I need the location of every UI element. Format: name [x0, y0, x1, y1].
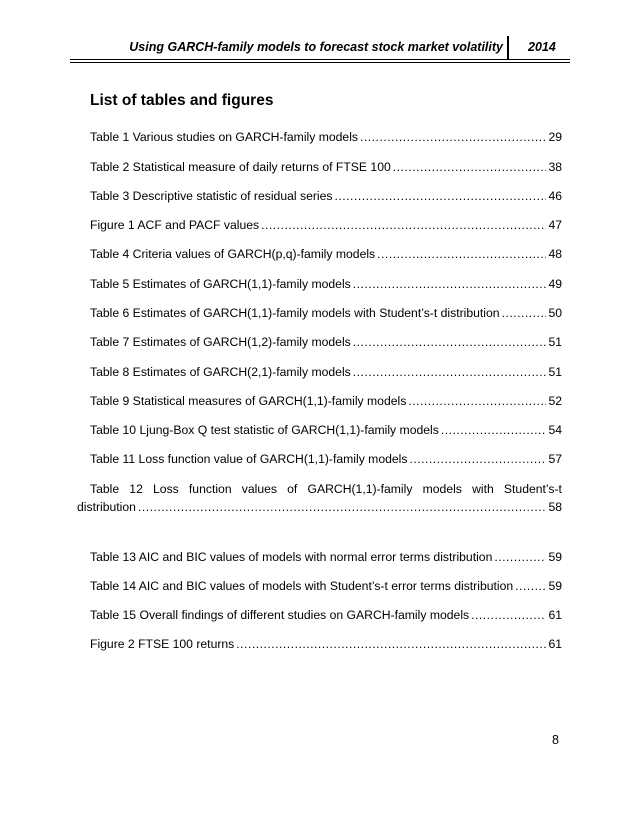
toc-entry-page: 46 [548, 189, 562, 203]
toc-word: Loss [153, 482, 179, 496]
toc-entry-text: Table 11 Loss function value of GARCH(1,1)-family models [90, 452, 408, 466]
toc-word: 12 [129, 482, 143, 496]
toc-entry[interactable] [90, 608, 562, 626]
toc-word: with [472, 482, 494, 496]
toc-leader-dots [353, 365, 547, 379]
toc-leader-dots [335, 189, 547, 203]
toc-entry-text: Table 6 Estimates of GARCH(1,1)-family models with Student’s-t distribution [90, 306, 500, 320]
toc-entry-page: 51 [548, 335, 562, 349]
toc-leader-dots [261, 218, 546, 232]
toc-entry-page: 47 [548, 218, 562, 232]
toc-leader-dots [408, 394, 546, 408]
toc-word: models [422, 482, 462, 496]
header-separator [507, 36, 509, 60]
toc-entry[interactable] [90, 365, 562, 383]
toc-entry-page: 57 [548, 452, 562, 466]
toc-leader-dots [353, 277, 547, 291]
toc-entry[interactable] [90, 452, 562, 470]
toc-leader-dots [353, 335, 547, 349]
toc-entry-page: 50 [548, 306, 562, 320]
toc-entry-text: Table 15 Overall findings of different studies on GARCH-family models [90, 608, 470, 622]
toc-entry-text: Table 14 AIC and BIC values of models with Student’s-t error terms distribution [90, 579, 514, 593]
page-header [0, 0, 638, 62]
toc-leader-dots [494, 550, 546, 564]
toc-leader-dots [360, 130, 546, 144]
toc-leader-dots [138, 500, 546, 514]
toc-leader-dots [441, 423, 547, 437]
toc-entry[interactable] [90, 130, 562, 148]
toc-entry-wrapped[interactable] [77, 482, 562, 518]
toc-entry-text: Table 10 Ljung-Box Q test statistic of GARCH(1,1)-family models [90, 423, 439, 437]
toc-entry-text: distribution [77, 500, 136, 514]
toc-leader-dots [409, 452, 546, 466]
toc-leader-dots [377, 247, 546, 261]
toc-entry-page: 58 [548, 500, 562, 514]
toc-entry-page: 48 [548, 247, 562, 261]
toc-word: function [188, 482, 232, 496]
toc-entry-text: Table 13 AIC and BIC values of models with normal error terms distribution [90, 550, 493, 564]
toc-entry[interactable] [90, 637, 562, 655]
toc-entry-line1 [77, 482, 562, 500]
toc-leader-dots [471, 608, 546, 622]
toc-entry-line2 [77, 500, 562, 518]
section-title: List of tables and figures [90, 92, 274, 109]
toc-entry[interactable] [90, 306, 562, 324]
page-number: 8 [552, 733, 559, 747]
header-rule-thin [70, 62, 570, 63]
toc-leader-dots [515, 579, 546, 593]
toc-entry-text: Table 1 Various studies on GARCH-family models [90, 130, 359, 144]
toc-entry[interactable] [90, 550, 562, 568]
toc-entry-page: 59 [548, 550, 562, 564]
header-rule [70, 59, 570, 60]
toc-word: Table [90, 482, 120, 496]
toc-entry-page: 54 [548, 423, 562, 437]
toc-entry-page: 61 [548, 637, 562, 651]
toc-leader-dots [502, 306, 547, 320]
toc-entry-page: 29 [548, 130, 562, 144]
toc-entry[interactable] [90, 189, 562, 207]
toc-entry-page: 49 [548, 277, 562, 291]
toc-entry-page: 51 [548, 365, 562, 379]
toc-entry-text: Table 2 Statistical measure of daily returns of FTSE 100 [90, 160, 391, 174]
toc-word: of [287, 482, 298, 496]
toc-entry-text: Table 8 Estimates of GARCH(2,1)-family models [90, 365, 351, 379]
toc-entry[interactable] [90, 394, 562, 412]
header-title: Using GARCH-family models to forecast stock market volatility [129, 40, 503, 54]
toc-entry[interactable] [90, 423, 562, 441]
toc-entry-page: 52 [548, 394, 562, 408]
toc-entry[interactable] [90, 335, 562, 353]
toc-entry[interactable] [90, 579, 562, 597]
toc-entry-text: Figure 1 ACF and PACF values [90, 218, 260, 232]
toc-entry-page: 59 [548, 579, 562, 593]
toc-entry[interactable] [90, 218, 562, 236]
toc-entry-text: Table 7 Estimates of GARCH(1,2)-family models [90, 335, 351, 349]
toc-entry[interactable] [90, 160, 562, 178]
header-year: 2014 [528, 40, 556, 54]
toc-entry-text: Figure 2 FTSE 100 returns [90, 637, 235, 651]
toc-leader-dots [393, 160, 547, 174]
toc-word: Student’s-t [503, 482, 562, 496]
toc-entry-page: 61 [548, 608, 562, 622]
toc-leader-dots [236, 637, 546, 651]
toc-entry-page: 38 [548, 160, 562, 174]
toc-word: GARCH(1,1)-family [307, 482, 413, 496]
toc-entry-text: Table 9 Statistical measures of GARCH(1,1)-family models [90, 394, 407, 408]
toc-entry-text: Table 3 Descriptive statistic of residual series [90, 189, 333, 203]
toc-word: values [241, 482, 277, 496]
toc-entry-text: Table 4 Criteria values of GARCH(p,q)-family models [90, 247, 376, 261]
toc-entry[interactable] [90, 247, 562, 265]
toc-entry[interactable] [90, 277, 562, 295]
toc-entry-text: Table 5 Estimates of GARCH(1,1)-family models [90, 277, 351, 291]
